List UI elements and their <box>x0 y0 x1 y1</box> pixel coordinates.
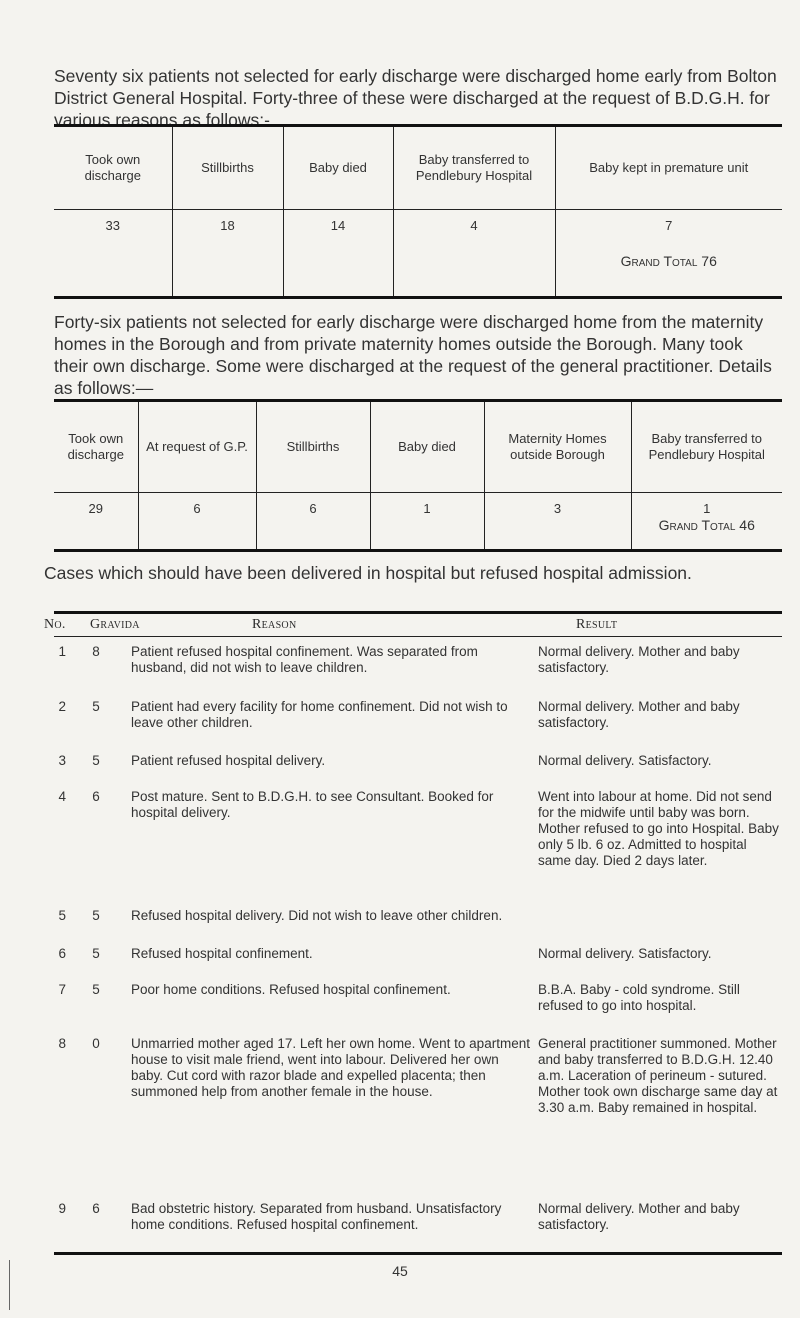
case-no: 5 <box>58 908 66 923</box>
case-gravida: 5 <box>92 753 100 768</box>
value-stillbirths: 18 <box>172 210 283 298</box>
case-no: 4 <box>58 789 66 804</box>
case-no: 2 <box>58 699 66 714</box>
case-reason: Unmarried mother aged 17. Left her own home. Went to apartment house to visit male friend, went into labour. Delivered her own baby. Cut cord with razor blade and expelled placenta; then summoned help from another female in the house. <box>131 1036 530 1099</box>
case-result: Normal delivery. Mother and baby satisfactory. <box>538 644 740 675</box>
header-baby-transferred: Baby transferred to Pendlebury Hospital <box>631 401 782 493</box>
intro-paragraph-3: Cases which should have been delivered in hospital but refused hospital admission. <box>44 563 692 583</box>
header-stillbirths: Stillbirths <box>256 401 370 493</box>
header-at-request-gp: At request of G.P. <box>138 401 256 493</box>
case-reason: Patient refused hospital confinement. Was separated from husband, did not wish to leave children. <box>131 644 478 675</box>
header-baby-died: Baby died <box>283 126 393 210</box>
case-result: Normal delivery. Satisfactory. <box>538 753 712 768</box>
value-stillbirths: 6 <box>256 493 370 551</box>
case-reason: Patient had every facility for home confinement. Did not wish to leave other children. <box>131 699 508 730</box>
case-result: Normal delivery. Mother and baby satisfactory. <box>538 699 740 730</box>
value-at-request-gp: 6 <box>138 493 256 551</box>
case-gravida: 5 <box>92 946 100 961</box>
case-gravida: 6 <box>92 789 100 804</box>
header-baby-kept: Baby kept in premature unit <box>555 126 782 210</box>
value-baby-transferred: 1 <box>703 501 711 516</box>
bottom-rule <box>54 1252 782 1255</box>
header-took-own-discharge: Took own discharge <box>54 126 172 210</box>
case-gravida: 5 <box>92 982 100 997</box>
value-baby-kept: 7 <box>665 218 673 233</box>
header-baby-died: Baby died <box>370 401 484 493</box>
header-took-own-discharge: Took own discharge <box>54 401 138 493</box>
value-baby-transferred: 4 <box>393 210 555 298</box>
case-no: 8 <box>58 1036 66 1051</box>
value-took-own-discharge: 33 <box>54 210 172 298</box>
case-result: Normal delivery. Mother and baby satisfactory. <box>538 1201 740 1232</box>
case-result: B.B.A. Baby - cold syndrome. Still refused to go into hospital. <box>538 982 740 1013</box>
header-gravida: Gravida <box>90 617 140 632</box>
intro-paragraph-2: Forty-six patients not selected for early discharge were discharged home from the maternity homes in the Borough and from private maternity homes outside the Borough. Many took their own discharge. Some were discharged at the request of the general practitioner. Details as follows:— <box>54 312 772 398</box>
intro-paragraph-1: Seventy six patients not selected for early discharge were discharged home early from Bolton District General Hospital. Forty-three of these were discharged at the request of B.D.G.H. for various reasons as follows:- <box>54 66 777 130</box>
case-no: 1 <box>58 644 66 659</box>
case-gravida: 5 <box>92 699 100 714</box>
case-no: 7 <box>58 982 66 997</box>
case-reason: Refused hospital confinement. <box>131 946 313 961</box>
page-number: 45 <box>392 1263 408 1279</box>
case-no: 9 <box>58 1201 66 1216</box>
maternity-homes-discharge-table <box>54 399 782 552</box>
cases-header-row <box>44 611 782 637</box>
case-reason: Post mature. Sent to B.D.G.H. to see Consultant. Booked for hospital delivery. <box>131 789 494 820</box>
case-reason: Poor home conditions. Refused hospital confinement. <box>131 982 451 997</box>
header-stillbirths: Stillbirths <box>172 126 283 210</box>
value-maternity-homes-outside: 3 <box>484 493 631 551</box>
value-took-own-discharge: 29 <box>54 493 138 551</box>
case-gravida: 0 <box>92 1036 100 1051</box>
value-baby-died: 1 <box>370 493 484 551</box>
grand-total: Grand Total 76 <box>620 253 717 269</box>
header-no: No. <box>44 617 66 632</box>
value-baby-transferred-cell <box>631 493 782 551</box>
value-baby-died: 14 <box>283 210 393 298</box>
case-gravida: 6 <box>92 1201 100 1216</box>
value-baby-kept-cell <box>555 210 782 298</box>
case-reason: Refused hospital delivery. Did not wish to leave other children. <box>131 908 503 923</box>
case-gravida: 8 <box>92 644 100 659</box>
case-gravida: 5 <box>92 908 100 923</box>
header-reason: Reason <box>252 617 297 632</box>
case-no: 3 <box>58 753 66 768</box>
header-result: Result <box>576 617 618 632</box>
margin-mark <box>9 1260 10 1310</box>
header-baby-transferred: Baby transferred to Pendlebury Hospital <box>393 126 555 210</box>
header-maternity-homes-outside: Maternity Homes outside Borough <box>484 401 631 493</box>
grand-total: Grand Total 46 <box>658 517 755 533</box>
refused-admission-table <box>44 611 782 1232</box>
case-result: Went into labour at home. Did not send for the midwife until baby was born. Mother refused to go into Hospital. Baby only 5 lb. 6 oz. Admitted to hospital same day. Died 2 days later. <box>538 789 779 868</box>
case-result: Normal delivery. Satisfactory. <box>538 946 712 961</box>
early-discharge-bdgh-table <box>54 124 782 299</box>
case-reason: Patient refused hospital delivery. <box>131 753 326 768</box>
case-no: 6 <box>58 946 66 961</box>
case-reason: Bad obstetric history. Separated from husband. Unsatisfactory home conditions. Refused hospital confinement. <box>131 1201 502 1232</box>
case-result: General practitioner summoned. Mother and baby transferred to B.D.G.H. 12.40 a.m. Laceration of perineum - sutured. Mother took own discharge same day at 3.30 a.m. Baby remained in hospital. <box>538 1036 778 1115</box>
